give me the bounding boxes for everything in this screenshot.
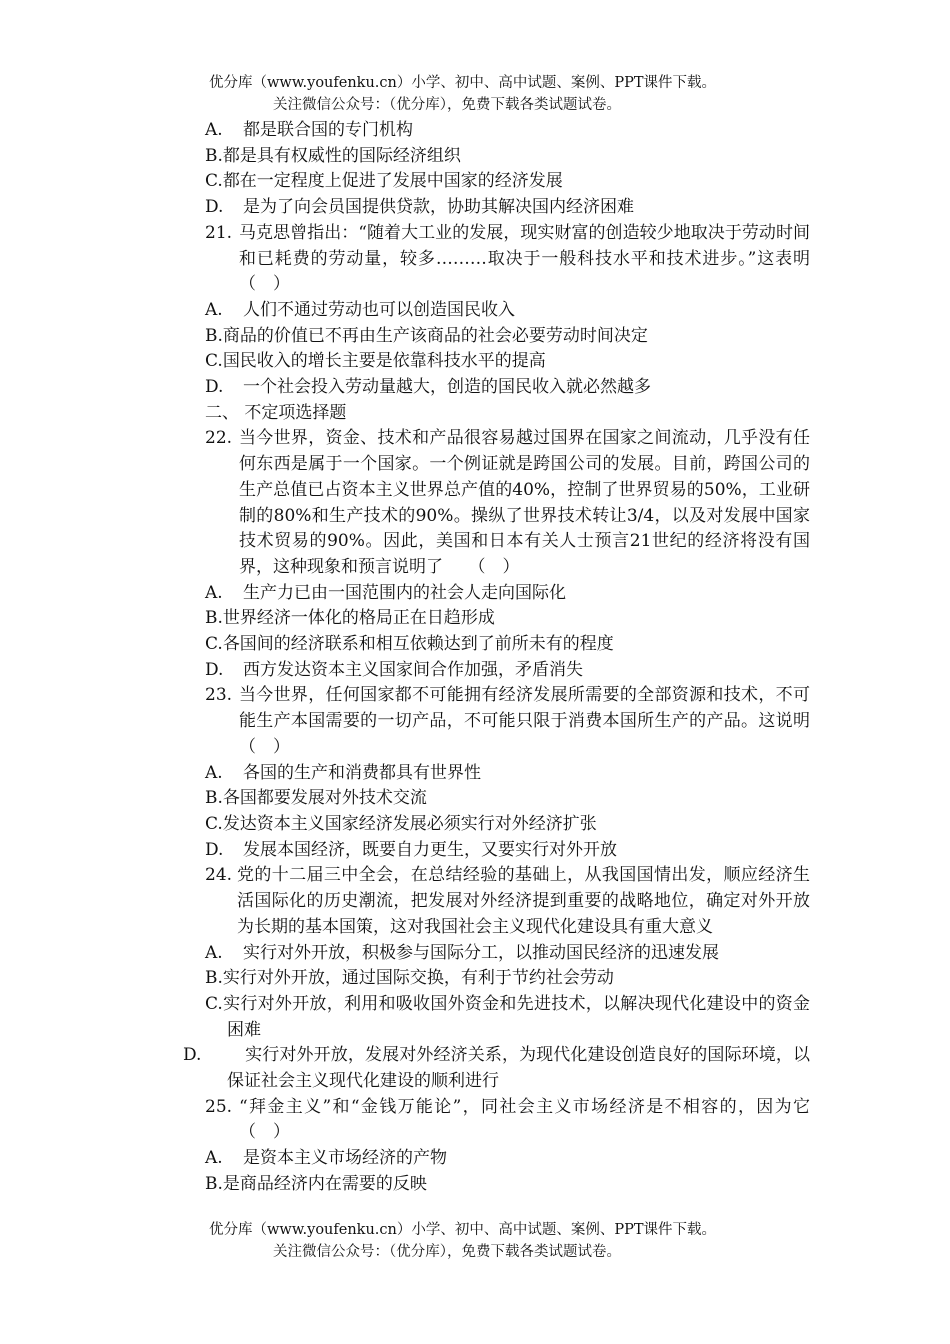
option-text: 生产力已由一国范围内的社会人走向国际化 <box>243 582 566 603</box>
option-label: C. <box>205 351 223 372</box>
option-label: A. <box>205 762 223 783</box>
question-text: 马克思曾指出：“随着大工业的发展，现实财富的创造较少地取决于劳动时间和已耗费的劳动量，较多………取决于一般科技水平和技术进步。”这表明 （ ） <box>239 222 844 295</box>
option-text: 各国的生产和消费都具有世界性 <box>243 762 481 783</box>
option-text: 都是联合国的专门机构 <box>243 120 413 140</box>
footer-site-line: 优分库（www.youfenku.cn）小学、初中、高中试题、案例、PPT课件下载。 <box>209 1222 717 1238</box>
option-q21-d <box>205 375 810 401</box>
question-23 <box>205 683 827 760</box>
option-label: D. <box>205 197 224 218</box>
option-label: B. <box>205 325 223 346</box>
option-text: 发达资本主义国家经济发展必须实行对外经济扩张 <box>222 813 597 834</box>
section-title: 二、 不定项选择题 <box>205 402 347 423</box>
header-site-line: 优分库（www.youfenku.cn）小学、初中、高中试题、案例、PPT课件下载。 <box>209 75 717 91</box>
option-text: 各国都要发展对外技术交流 <box>222 788 427 809</box>
option-q24-c <box>205 992 810 1043</box>
option-q20-a <box>205 118 810 144</box>
option-text: 发展本国经济，既要自力更生，又要实行对外开放 <box>243 839 617 860</box>
question-text: “拜金主义”和“金钱万能论”，同社会主义市场经济是不相容的，因为它 （ ） <box>239 1096 827 1143</box>
option-label: A. <box>205 582 223 603</box>
option-label: C. <box>205 634 223 655</box>
option-text: 各国间的经济联系和相互依赖达到了前所未有的程度 <box>222 634 614 655</box>
option-text: 一个社会投入劳动量越大，创造的国民收入就必然越多 <box>243 377 651 398</box>
option-label: D. <box>183 1045 202 1066</box>
option-q24-d <box>183 1043 810 1094</box>
option-label: A. <box>205 120 223 140</box>
header-wechat-line: 关注微信公众号：（优分库），免费下载各类试题试卷。 <box>273 97 621 113</box>
option-q21-c <box>205 349 810 375</box>
option-text: 实行对外开放，通过国际交换，有利于节约社会劳动 <box>222 968 614 989</box>
option-text: 实行对外开放，利用和吸收国外资金和先进技术，以解决现代化建设中的资金困难 <box>222 993 810 1040</box>
option-text: 是资本主义市场经济的产物 <box>243 1148 447 1169</box>
option-label: B. <box>205 968 223 989</box>
option-label: A. <box>205 1148 223 1169</box>
option-text: 都在一定程度上促进了发展中国家的经济发展 <box>222 171 563 192</box>
option-label: B. <box>205 1173 223 1194</box>
footer-wechat-line: 关注微信公众号：（优分库），免费下载各类试题试卷。 <box>273 1244 621 1260</box>
option-q22-b <box>205 606 810 632</box>
option-text: 实行对外开放，积极参与国际分工，以推动国民经济的迅速发展 <box>243 942 719 963</box>
option-q23-b <box>205 786 810 812</box>
option-label: B. <box>205 788 223 809</box>
option-text: 西方发达资本主义国家间合作加强，矛盾消失 <box>243 659 583 680</box>
question-number: 23. <box>205 685 233 706</box>
option-label: C. <box>205 171 223 192</box>
question-number: 24. <box>205 865 233 886</box>
option-text: 人们不通过劳动也可以创造国民收入 <box>243 299 515 320</box>
option-text: 都是具有权威性的国际经济组织 <box>222 145 461 166</box>
option-q20-d <box>205 195 810 221</box>
option-label: D. <box>205 377 224 398</box>
question-22 <box>205 426 810 580</box>
exam-content <box>183 118 844 1198</box>
option-label: D. <box>205 839 224 860</box>
question-text: 当今世界，资金、技术和产品很容易越过国界在国家之间流动，几乎没有任何东西是属于一个国家。一个例证就是跨国公司的发展。目前，跨国公司的生产总值已占资本主义世界总产值的40%，控制了世界贸易的50%，工业研制的80%和生产技术的90%。操纵了世界技术转让3/4，以及对发展中国家技术贸易的90%。因此，美国和日本有关人士预言21世纪的经济将没有国界，这种现象和预言说明了 （ ） <box>239 428 810 577</box>
question-24 <box>205 863 810 940</box>
option-text: 世界经济一体化的格局正在日趋形成 <box>222 608 495 629</box>
option-text: 国民收入的增长主要是依靠科技水平的提高 <box>222 351 546 372</box>
option-label: B. <box>205 608 223 629</box>
option-q22-d <box>205 658 810 684</box>
option-q25-b <box>205 1172 810 1198</box>
question-number: 22. <box>205 428 233 449</box>
option-q23-c <box>205 812 810 838</box>
question-21 <box>205 221 844 298</box>
option-label: C. <box>205 993 223 1014</box>
option-q21-b <box>205 324 810 350</box>
option-text: 是商品经济内在需要的反映 <box>222 1173 427 1194</box>
question-text: 党的十二届三中全会，在总结经验的基础上，从我国国情出发，顺应经济生活国际化的历史潮流，把发展对外经济提到重要的战略地位，确定对外开放为长期的基本国策，这对我国社会主义现代化建设具有重大意义 <box>237 865 810 937</box>
option-q23-d <box>205 838 810 864</box>
question-25 <box>205 1095 827 1146</box>
option-q22-a <box>205 581 810 607</box>
option-q24-a <box>205 941 810 967</box>
option-q22-c <box>205 632 810 658</box>
page-header <box>205 72 805 116</box>
option-q25-a <box>205 1146 810 1172</box>
option-text: 商品的价值已不再由生产该商品的社会必要劳动时间决定 <box>222 325 648 346</box>
question-number: 25. <box>205 1096 233 1117</box>
option-label: A. <box>205 299 223 320</box>
option-text: 实行对外开放，发展对外经济关系，为现代化建设创造良好的国际环境，以保证社会主义现代化建设的顺利进行 <box>227 1045 810 1092</box>
option-q24-b <box>205 966 810 992</box>
option-label: C. <box>205 813 223 834</box>
option-label: A. <box>205 942 223 963</box>
page-footer <box>205 1219 805 1263</box>
option-q20-b <box>205 144 810 170</box>
option-label: D. <box>205 659 224 680</box>
option-q21-a <box>205 298 810 324</box>
question-text: 当今世界，任何国家都不可能拥有经济发展所需要的全部资源和技术，不可能生产本国需要的一切产品，不可能只限于消费本国所生产的产品。这说明 （ ） <box>239 685 827 757</box>
question-number: 21. <box>205 222 233 243</box>
option-text: 是为了向会员国提供贷款，协助其解决国内经济困难 <box>243 197 634 218</box>
option-q23-a <box>205 761 810 787</box>
option-label: B. <box>205 145 223 166</box>
option-q20-c <box>205 169 810 195</box>
